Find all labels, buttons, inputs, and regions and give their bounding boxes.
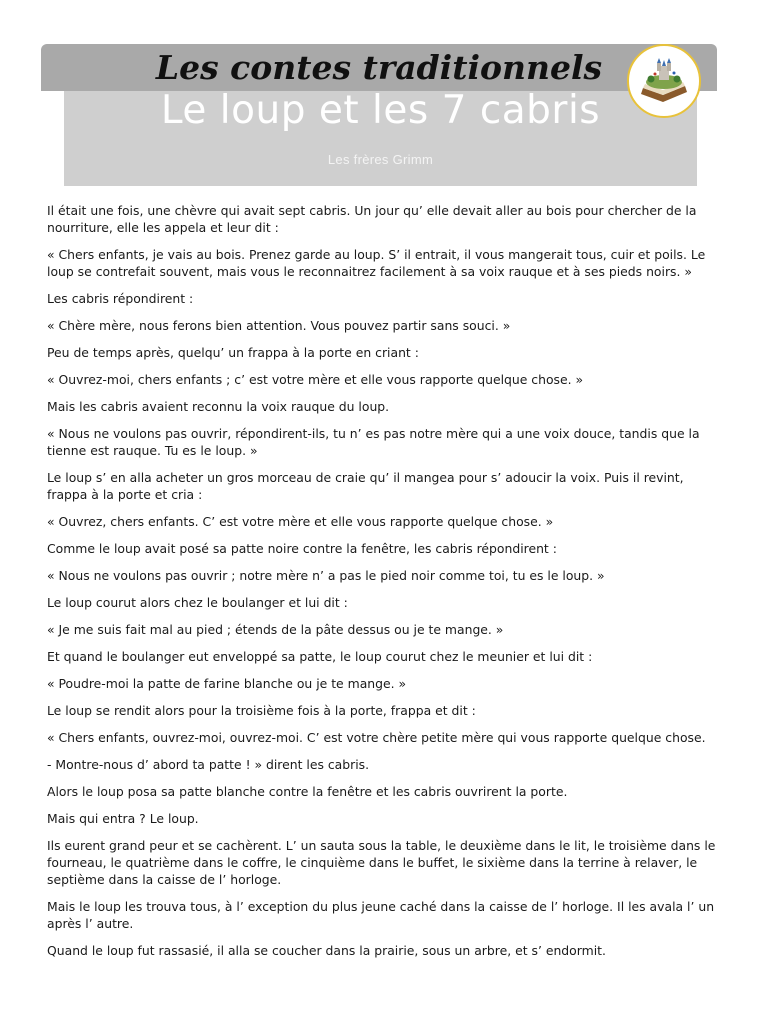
- paragraph: Mais les cabris avaient reconnu la voix rauque du loup.: [47, 399, 390, 414]
- paragraph: Et quand le boulanger eut enveloppé sa patte, le loup courut chez le meunier et lui dit :: [47, 649, 593, 664]
- paragraph: Le loup courut alors chez le boulanger et lui dit :: [47, 595, 348, 610]
- paragraph: « Ouvrez-moi, chers enfants ; c’ est votre mère et elle vous rapporte quelque chose. »: [47, 372, 584, 387]
- paragraph: Ils eurent grand peur et se cachèrent. L’ un sauta sous la table, le deuxième dans le lit, le troisième dans le fourneau, le quatrième dans le coffre, le cinquième dans le buffet, le sixième dans la terrine à relaver, le septième dans la caisse de l’ horloge.: [47, 838, 716, 887]
- paragraph: Quand le loup fut rassasié, il alla se coucher dans la prairie, sous un arbre, et s’ endormit.: [47, 943, 606, 958]
- fairy-tale-book-icon: [627, 44, 701, 118]
- paragraph: Le loup se rendit alors pour la troisième fois à la porte, frappa et dit :: [47, 703, 476, 718]
- paragraph: Comme le loup avait posé sa patte noire contre la fenêtre, les cabris répondirent :: [47, 541, 557, 556]
- paragraph: Mais qui entra ? Le loup.: [47, 811, 199, 826]
- story-text: [47, 202, 717, 969]
- paragraph: Il était une fois, une chèvre qui avait sept cabris. Un jour qu’ elle devait aller au bois pour chercher de la nourriture, elle les appela et leur dit :: [47, 203, 697, 235]
- paragraph: « Chers enfants, ouvrez-moi, ouvrez-moi. C’ est votre chère petite mère qui vous rapporte quelque chose.: [47, 730, 706, 745]
- author-line: Les frères Grimm: [327, 152, 434, 167]
- paragraph: Peu de temps après, quelqu’ un frappa à la porte en criant :: [47, 345, 419, 360]
- paragraph: Le loup s’ en alla acheter un gros morceau de craie qu’ il mangea pour s’ adoucir la voix. Puis il revint, frappa à la porte et cria :: [47, 470, 684, 502]
- paragraph: « Chers enfants, je vais au bois. Prenez garde au loup. S’ il entrait, il vous mangerait tous, cuir et poils. Le loup se contrefait souvent, mais vous le reconnaitrez facilement à sa voix rauque et à ses pieds noirs. »: [47, 247, 706, 279]
- paragraph: Mais le loup les trouva tous, à l’ exception du plus jeune caché dans la caisse de l’ horloge. Il les avala l’ un après l’ autre.: [47, 899, 715, 931]
- paragraph: Alors le loup posa sa patte blanche contre la fenêtre et les cabris ouvrirent la porte.: [47, 784, 568, 799]
- paragraph: - Montre-nous d’ abord ta patte ! » dirent les cabris.: [47, 757, 370, 772]
- series-title: Les contes traditionnels: [155, 48, 603, 87]
- paragraph: « Ouvrez, chers enfants. C’ est votre mère et elle vous rapporte quelque chose. »: [47, 514, 554, 529]
- paragraph: « Nous ne voulons pas ouvrir, répondirent-ils, tu n’ es pas notre mère qui a une voix douce, tandis que la tienne est rauque. Tu es le loup. »: [47, 426, 700, 458]
- paragraph: Les cabris répondirent :: [47, 291, 194, 306]
- page-title: Le loup et les 7 cabris: [160, 88, 601, 133]
- paragraph: « Nous ne voulons pas ouvrir ; notre mère n’ a pas le pied noir comme toi, tu es le loup. »: [47, 568, 605, 583]
- paragraph: « Chère mère, nous ferons bien attention. Vous pouvez partir sans souci. »: [47, 318, 511, 333]
- paragraph: « Poudre-moi la patte de farine blanche ou je te mange. »: [47, 676, 407, 691]
- paragraph: « Je me suis fait mal au pied ; étends de la pâte dessus ou je te mange. »: [47, 622, 504, 637]
